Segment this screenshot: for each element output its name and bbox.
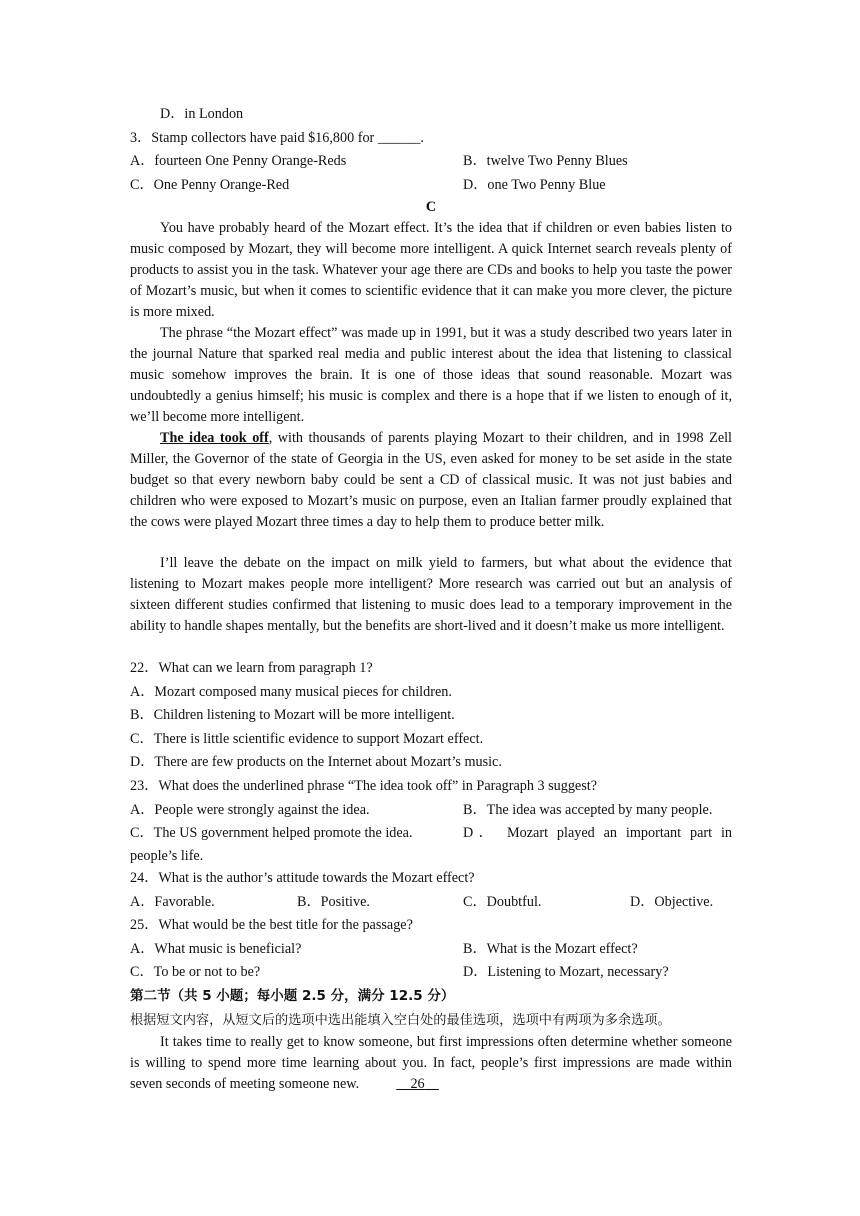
q23-option-b: B．The idea was accepted by many people. bbox=[463, 802, 713, 818]
q24-option-b: B．Positive. bbox=[297, 894, 370, 910]
q22-option-d: D．There are few products on the Internet about Mozart’s music. bbox=[130, 754, 502, 770]
section-2-heading: 第二节（共 5 小题；每小题 2.5 分，满分 12.5 分） bbox=[130, 988, 455, 1004]
passage-c-paragraph-1: You have probably heard of the Mozart effect. It’s the idea that if children or even babies listen to music composed by Mozart, they will become more intelligent. A quick Internet search reveals plenty of products to assist you in the task. Whatever your age there are CDs and books to help you taste the power of Mozart’s music, but when it comes to scientific evidence that it can make you more clever, the picture is more mixed. bbox=[130, 220, 732, 320]
q25-stem: 25．What would be the best title for the passage? bbox=[130, 917, 413, 933]
passage-c-paragraph-2: The phrase “the Mozart effect” was made up in 1991, but it was a study described two years later in the journal Nature that sparked real media and public interest about the idea that listening to classical music somehow improves the brain. It is one of those ideas that sound reasonable. Mozart was undoubtedly a genius himself; his music is complex and there is a hope that if we listen to enough of it, we’ll become more intelligent. bbox=[130, 325, 732, 425]
q25-option-b: B．What is the Mozart effect? bbox=[463, 941, 638, 957]
q24-option-c: C．Doubtful. bbox=[463, 894, 542, 910]
q25-option-d: D．Listening to Mozart, necessary? bbox=[463, 964, 669, 980]
q3-stem: 3．Stamp collectors have paid $16,800 for ______. bbox=[130, 130, 424, 146]
section-2-passage-text: It takes time to really get to know someone, but first impressions often determine whether someone is willing to spend more time learning about you. In fact, people’s first impressions are made within seven seconds of meeting someone new. bbox=[130, 1034, 732, 1092]
q22-option-c: C．There is little scientific evidence to support Mozart effect. bbox=[130, 731, 484, 747]
q24-stem: 24．What is the author’s attitude towards the Mozart effect? bbox=[130, 870, 475, 886]
section-c-heading: C bbox=[425, 199, 437, 215]
q24-option-d: D．Objective. bbox=[630, 894, 714, 910]
q22-option-a: A．Mozart composed many musical pieces for children. bbox=[130, 684, 452, 700]
paragraph-3-text: , with thousands of parents playing Mozart to their children, and in 1998 Zell Miller, the Governor of the state of Georgia in the US, even asked for money to be set aside in the state budget so that every newborn baby could be sent a CD of classical music. It was not just babies and children who were exposed to Mozart’s music on purpose, even an Italian farmer proudly explained that the cows were played Mozart three times a day to help them to produce better milk. bbox=[130, 430, 733, 530]
blank-26-number: 26 bbox=[410, 1076, 425, 1092]
q23-stem: 23．What does the underlined phrase “The idea took off” in Paragraph 3 suggest? bbox=[130, 778, 597, 794]
passage-c-paragraph-4: I’ll leave the debate on the impact on milk yield to farmers, but what about the evidence that listening to Mozart makes people more intelligent? More research was carried out but an analysis of sixteen different studies confirmed that listening to music does lead to a temporary improvement in the ability to handle shapes mentally, but the benefits are short-lived and it doesn’t make us more intelligent. bbox=[130, 555, 732, 634]
q25-option-a: A．What music is beneficial? bbox=[130, 941, 302, 957]
q3-option-b: B．twelve Two Penny Blues bbox=[463, 153, 628, 169]
q23-option-d-continued: people’s life. bbox=[130, 848, 204, 864]
q23-option-d: D． Mozart played an important part in bbox=[463, 825, 732, 841]
q23-option-c: C．The US government helped promote the idea. bbox=[130, 825, 413, 841]
q25-option-c: C．To be or not to be? bbox=[130, 964, 261, 980]
q21-option-d: D．in London bbox=[160, 106, 244, 122]
section-2-instruction: 根据短文内容，从短文后的选项中选出能填入空白处的最佳选项，选项中有两项为多余选项。 bbox=[130, 1013, 671, 1028]
blank-26[interactable] bbox=[366, 1074, 439, 1095]
q22-option-b: B．Children listening to Mozart will be more intelligent. bbox=[130, 707, 455, 723]
passage-c-paragraph-3 bbox=[130, 428, 732, 533]
q22-stem: 22．What can we learn from paragraph 1? bbox=[130, 660, 373, 676]
underlined-phrase: The idea took off bbox=[160, 430, 269, 446]
section-2-passage bbox=[130, 1032, 732, 1095]
q23-option-a: A．People were strongly against the idea. bbox=[130, 802, 370, 818]
q3-option-c: C．One Penny Orange-Red bbox=[130, 177, 290, 193]
q3-option-a: A．fourteen One Penny Orange-Reds bbox=[130, 153, 347, 169]
q3-option-d: D．one Two Penny Blue bbox=[463, 177, 606, 193]
q24-option-a: A．Favorable. bbox=[130, 894, 215, 910]
